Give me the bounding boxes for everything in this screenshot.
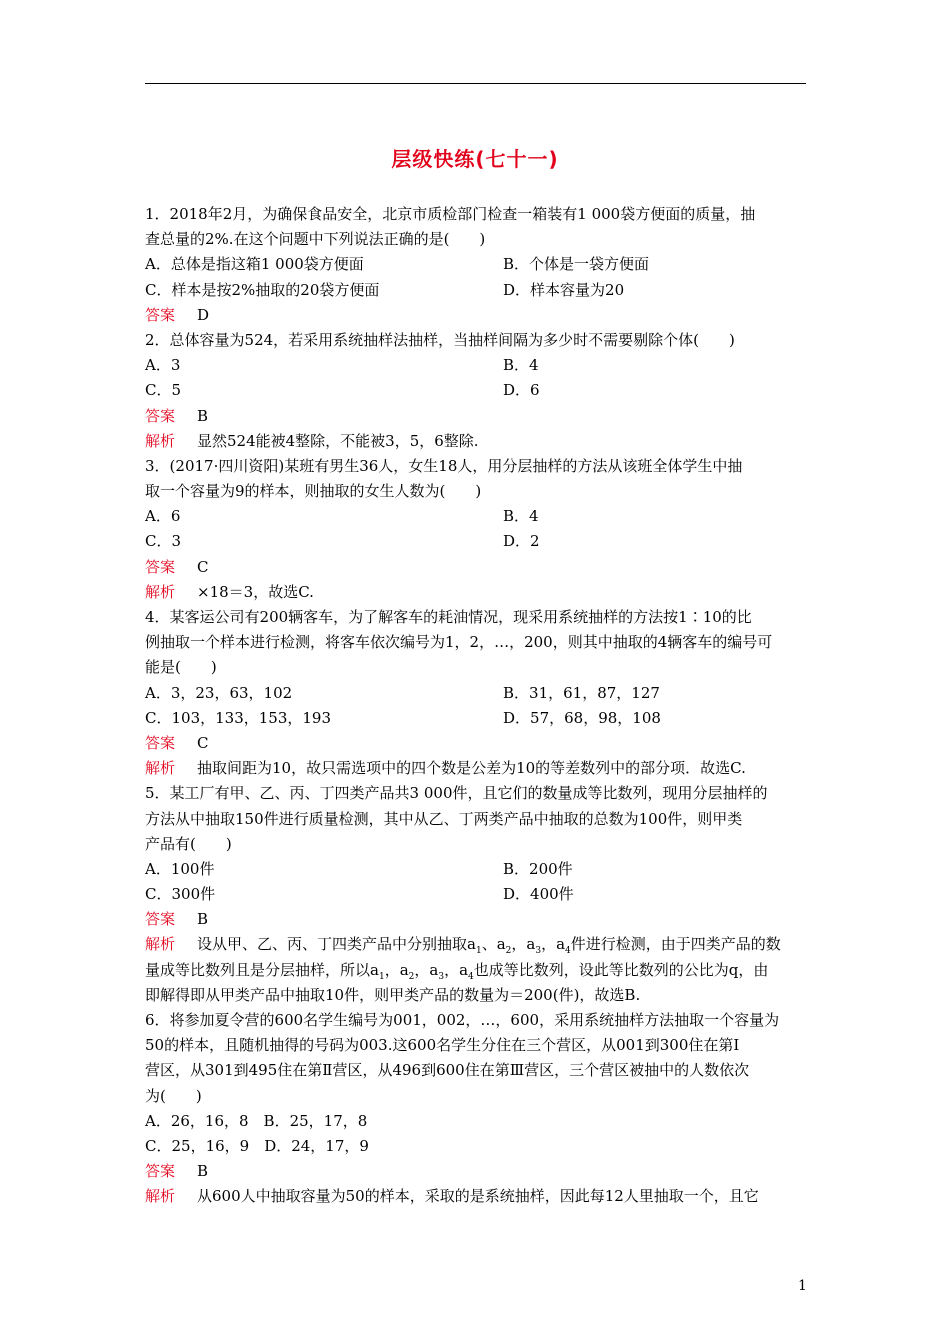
q5-analysis-text-b: 件进行检测，由于四类产品的数 [570,935,781,954]
subscript: 1 [378,971,385,982]
q3-option-c: C．3 [145,532,182,551]
q3-option-b: B．4 [503,507,539,526]
answer-label: 答案 [145,557,176,576]
q1-stem-line-1: 1．2018年2月，为确保食品安全，北京市质检部门检查一箱装有1 000袋方便面的质量，抽 [145,205,756,223]
q5-option-b: B．200件 [503,859,573,878]
q5-stem-line-1: 5．某工厂有甲、乙、丙、丁四类产品共3 000件，且它们的数量成等比数列，现用分层抽样的 [145,784,768,803]
q6-stem-line-2: 50的样本，且随机抽得的号码为003.这600名学生分住在三个营区，从001到300住在第Ⅰ [145,1036,740,1055]
q3-options-row-1 [145,504,809,529]
q5-analysis-line2-a: 量成等比数列且是分层抽样，所以a [145,960,379,979]
q6-answer: B [197,1162,209,1181]
q6-options-ab: A．26，16，8 B．25，17，8 [145,1111,368,1130]
q1-answer-line [145,303,809,328]
q6-analysis: 从600人中抽取容量为50的样本，采取的是系统抽样，因此每12人里抽取一个，且它 [197,1187,759,1206]
analysis-label: 解析 [145,935,176,954]
q6-analysis-line [145,1184,809,1209]
answer-label: 答案 [145,733,176,752]
q2-option-c: C．5 [145,381,182,400]
q5-option-d: D．400件 [503,885,574,904]
q4-option-d: D．57，68，98，108 [503,708,661,727]
q4-stem-line-3: 能是( ) [145,658,217,677]
q2-analysis-line [145,429,809,454]
q3-options-row-2 [145,529,809,554]
q5-options-row-2 [145,882,809,907]
q6-stem-line-1: 6．将参加夏令营的600名学生编号为001，002，…，600，采用系统抽样方法抽取一个容量为 [145,1011,780,1029]
q5-analysis-line-3: 即解得即从甲类产品中抽取10件，则甲类产品的数量为＝200(件)，故选B. [145,985,641,1004]
q5-analysis-line-1: 解析 设从甲、乙、丙、丁四类产品中分别抽取$a_1$、$a_2$，$a_3$，$a_4$件进行检测，由于四类产品的数 [145,935,781,957]
q6-answer-line [145,1159,809,1184]
q3-analysis-line [145,580,809,605]
q1-option-d: D．样本容量为20 [503,280,625,299]
subscript: 4 [565,946,571,957]
q2-options-row-2 [145,378,809,403]
q2-option-a: A．3 [145,356,181,375]
q1-options-row-1 [145,252,809,277]
q3-stem-line-1: 3．(2017·四川资阳)某班有男生36人，女生18人，用分层抽样的方法从该班全体学生中抽 [145,456,743,475]
q4-options-row-1 [145,681,809,706]
q4-analysis-line [145,756,809,781]
q3-analysis: ×18＝3，故选C. [197,582,314,601]
page-title: 层级快练(七十一) [391,147,559,171]
answer-label: 答案 [145,305,176,324]
q5-answer-line [145,907,809,932]
q4-option-b: B．31，61，87，127 [503,683,660,702]
q4-stem-line-2: 例抽取一个样本进行检测，将客车依次编号为1，2，…，200，则其中抽取的4辆客车的编号可 [145,633,773,652]
q4-stem-line-1: 4．某客运公司有200辆客车，为了解客车的耗油情况，现采用系统抽样的方法按1∶10的比 [145,608,752,626]
q1-stem-line-2: 查总量的2%.在这个问题中下列说法正确的是( ) [145,230,486,249]
q5-analysis-line2-b: 也成等比数列，设此等比数列的公比为q，由 [473,960,769,979]
header-rule [145,83,806,84]
q4-option-a: A．3，23，63，102 [145,683,293,702]
q4-options-row-2 [145,706,809,731]
q5-stem-line-3: 产品有( ) [145,834,232,853]
q5-stem-line-2: 方法从中抽取150件进行质量检测，其中从乙、丁两类产品中抽取的总数为100件，则甲类 [145,809,743,828]
q6-options-cd: C．25，16，9 D．24，17，9 [145,1136,369,1155]
q6-stem-line-4: 为( ) [145,1086,202,1105]
q1-option-a: A．总体是指这箱1 000袋方便面 [145,255,364,274]
document-body [145,202,809,1210]
q2-answer-line [145,404,809,429]
q2-option-d: D．6 [503,381,540,400]
answer-label: 答案 [145,910,176,929]
q5-analysis-text-a: 设从甲、乙、丙、丁四类产品中分别抽取a [197,935,476,954]
subscript: 3 [438,971,445,982]
q3-option-d: D．2 [503,532,540,551]
q4-option-c: C．103，133，153，193 [145,708,331,727]
page-number: 1 [798,1278,807,1294]
subscript: 3 [535,946,542,957]
q1-option-c: C．样本是按2%抽取的20袋方便面 [145,280,380,299]
subscript: 4 [468,971,474,982]
answer-label: 答案 [145,1162,176,1181]
q3-answer: C [197,557,209,576]
subscript: 2 [505,946,512,957]
q2-stem-line-1: 2．总体容量为524，若采用系统抽样法抽样，当抽样间隔为多少时不需要剔除个体( ) [145,330,735,349]
analysis-label: 解析 [145,1187,176,1206]
q2-analysis: 显然524能被4整除，不能被3，5，6整除. [197,431,479,450]
q5-options-row-1 [145,857,809,882]
q2-options-row-1 [145,353,809,378]
q2-answer: B [197,406,209,425]
q3-stem-line-2: 取一个容量为9的样本，则抽取的女生人数为( ) [145,482,482,501]
subscript: 1 [475,946,482,957]
q4-answer-line [145,731,809,756]
subscript: 2 [408,971,415,982]
q5-answer: B [197,910,209,929]
analysis-label: 解析 [145,582,176,601]
analysis-label: 解析 [145,759,176,778]
q3-option-a: A．6 [145,507,181,526]
q3-answer-line [145,555,809,580]
answer-label: 答案 [145,406,176,425]
q6-stem-line-3: 营区，从301到495住在第Ⅱ营区，从496到600住在第Ⅲ营区，三个营区被抽中的人数依次 [145,1061,750,1080]
q1-option-b: B．个体是一袋方便面 [503,255,650,274]
q1-answer: D [197,305,210,324]
analysis-label: 解析 [145,431,176,450]
q4-answer: C [197,733,209,752]
q5-option-c: C．300件 [145,885,216,904]
q5-option-a: A．100件 [145,859,215,878]
q2-option-b: B．4 [503,356,539,375]
q5-analysis-line-2: 量成等比数列且是分层抽样，所以$a_1$，$a_2$，$a_3$，$a_4$也成等比数列，设此等比数列的公比为q，由 [145,960,769,982]
q4-analysis: 抽取间距为10，故只需选项中的四个数是公差为10的等差数列中的部分项．故选C. [197,759,746,778]
q1-options-row-2 [145,278,809,303]
